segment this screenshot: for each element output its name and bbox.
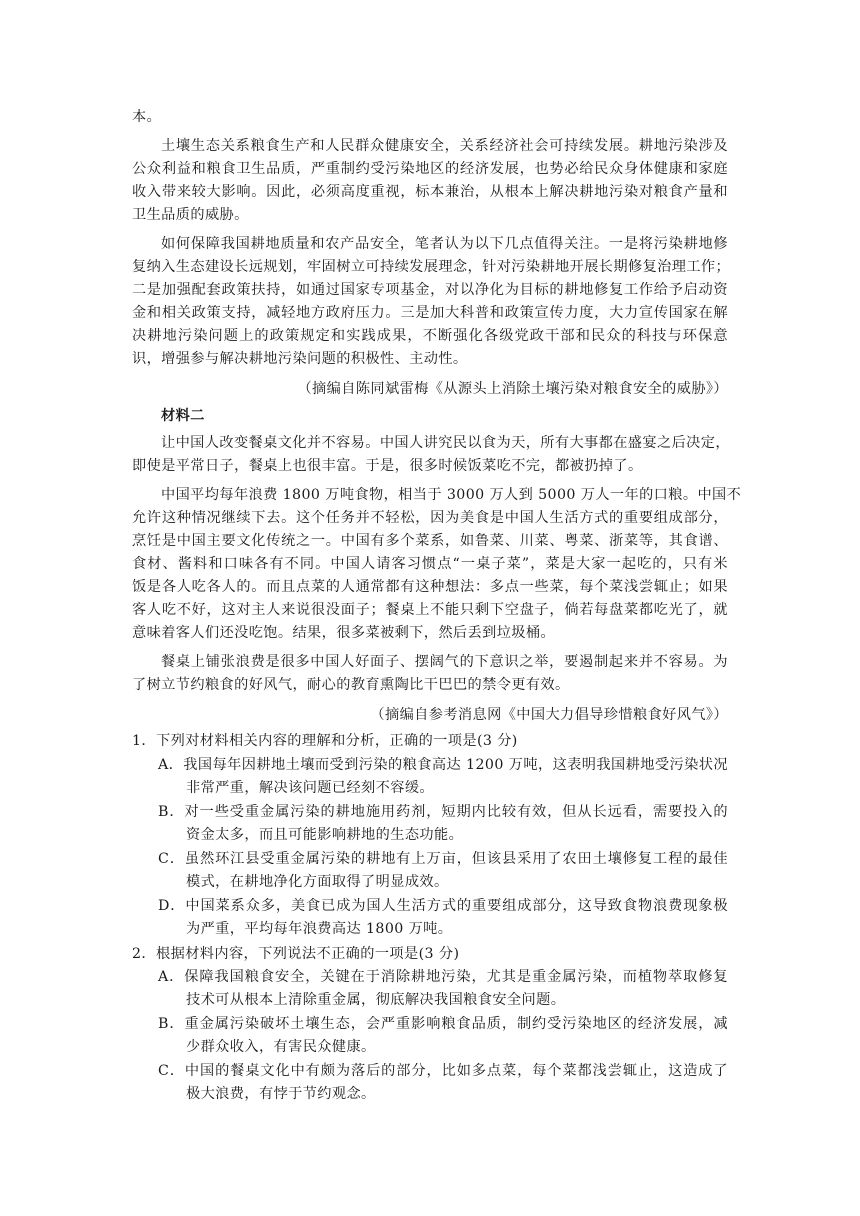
paragraph-line: 食材、酱料和口味各有不同。中国人请客习惯点“一桌子菜”，菜是大家一起吃的，只有米: [132, 556, 728, 572]
answer-option-line: 资金太多，而且可能影响耕地的生态功能。: [186, 827, 464, 843]
paragraph-line: 卫生品质的威胁。: [132, 207, 249, 223]
paragraph-line: 土壤生态关系粮食生产和人民群众健康安全，关系经济社会可持续发展。耕地污染涉及: [161, 138, 728, 154]
paragraph-line: 即使是平常日子，餐桌上也很丰富。于是，很多时候饭菜吃不完，都被扔掉了。: [132, 458, 643, 474]
section-heading: 材料二: [161, 408, 205, 424]
paragraph-line: 允许这种情况继续下去。这个任务并不轻松，因为美食是中国人生活方式的重要组成部分，: [132, 510, 728, 526]
paragraph-line: 饭是各人吃各人的。而且点菜的人通常都有这种想法：多点一些菜，每个菜浅尝辄止；如果: [132, 579, 728, 595]
answer-option-line: B．对一些受重金属污染的耕地施用药剂，短期内比较有效，但从长远看，需要投入的: [158, 804, 728, 820]
paragraph-line: 餐桌上铺张浪费是很多中国人好面子、摆阔气的下意识之举，要遏制起来并不容易。为: [161, 654, 728, 670]
paragraph-line: 中国平均每年浪费 1800 万吨食物，相当于 3000 万人到 5000 万人一年的口粮。中国不: [161, 487, 742, 503]
paragraph-line: 了树立节约粮食的好风气，耐心的教育熏陶比干巴巴的禁令更有效。: [132, 677, 570, 693]
answer-option-line: 技术可从根本上清除重金属，彻底解决我国粮食安全问题。: [186, 992, 566, 1008]
answer-option-line: 为严重，平均每年浪费高达 1800 万吨。: [186, 921, 453, 937]
answer-option-line: A．保障我国粮食安全，关键在于消除耕地污染，尤其是重金属污染，而植物萃取修复: [158, 969, 728, 985]
answer-option-line: C．虽然环江县受重金属污染的耕地有上万亩，但该县采用了农田土壤修复工程的最佳: [158, 851, 728, 867]
answer-option-line: 少群众收入，有害民众健康。: [186, 1039, 376, 1055]
answer-option-line: A．我国每年因耕地土壤而受到污染的粮食高达 1200 万吨，这表明我国耕地受污染状况: [158, 757, 728, 773]
paragraph-line: 收入带来较大影响。因此，必须高度重视，标本兼治，从根本上解决耕地污染对粮食产量和: [132, 184, 728, 200]
answer-option-line: 极大浪费，有悖于节约观念。: [186, 1086, 376, 1102]
paragraph-line: 本。: [132, 109, 162, 125]
answer-option-line: 模式，在耕地净化方面取得了明显成效。: [186, 874, 449, 890]
paragraph-line: 意味着客人们还没吃饱。结果，很多菜被剩下，然后丢到垃圾桶。: [132, 625, 556, 641]
answer-option-line: B．重金属污染破坏土壤生态，会严重影响粮食品质，制约受污染地区的经济发展，减: [158, 1016, 728, 1032]
question-stem: 1．下列对材料相关内容的理解和分析，正确的一项是(3 分): [132, 733, 518, 749]
source-citation: （摘编自参考消息网《中国大力倡导珍惜粮食好风气》）: [370, 707, 728, 723]
paragraph-line: 复纳入生态建设长远规划，牢固树立可持续发展理念，针对污染耕地开展长期修复治理工作；: [132, 259, 731, 275]
paragraph-line: 如何保障我国耕地质量和农产品安全，笔者认为以下几点值得关注。一是将污染耕地修: [161, 236, 728, 252]
paragraph-line: 决耕地污染问题上的政策规定和实践成果，不断强化各级党政干部和民众的科技与环保意: [132, 328, 728, 344]
answer-option-line: 非常严重，解决该问题已经刻不容缓。: [186, 780, 434, 796]
paragraph-line: 客人吃不好，这对主人来说很没面子；餐桌上不能只剩下空盘子，倘若每盘菜都吃光了，就: [132, 602, 728, 618]
paragraph-line: 二是加强配套政策扶持，如通过国家专项基金，对以净化为目标的耕地修复工作给予启动资: [132, 282, 728, 298]
paragraph-line: 烹饪是中国主要文化传统之一。中国有多个菜系，如鲁菜、川菜、粤菜、浙菜等，其食谱、: [132, 533, 728, 549]
answer-option-line: C．中国的餐桌文化中有颇为落后的部分，比如多点菜，每个菜都浅尝辄止，这造成了: [158, 1063, 728, 1079]
paragraph-line: 让中国人改变餐桌文化并不容易。中国人讲究民以食为天，所有大事都在盛宴之后决定，: [161, 435, 730, 451]
question-stem: 2．根据材料内容，下列说法不正确的一项是(3 分): [132, 946, 460, 962]
paragraph-line: 识，增强参与解决耕地污染问题的积极性、主动性。: [132, 351, 468, 367]
paragraph-line: 金和相关政策支持，减轻地方政府压力。三是加大科普和政策宣传力度，大力宣传国家在解: [132, 305, 728, 321]
paragraph-line: 公众利益和粮食卫生品质，严重制约受污染地区的经济发展，也势必给民众身体健康和家庭: [132, 161, 728, 177]
answer-option-line: D．中国菜系众多，美食已成为国人生活方式的重要组成部分，这导致食物浪费现象极: [158, 898, 728, 914]
source-citation: （摘编自陈同斌雷梅《从源头上消除土壤污染对粮食安全的威胁》）: [297, 381, 728, 397]
